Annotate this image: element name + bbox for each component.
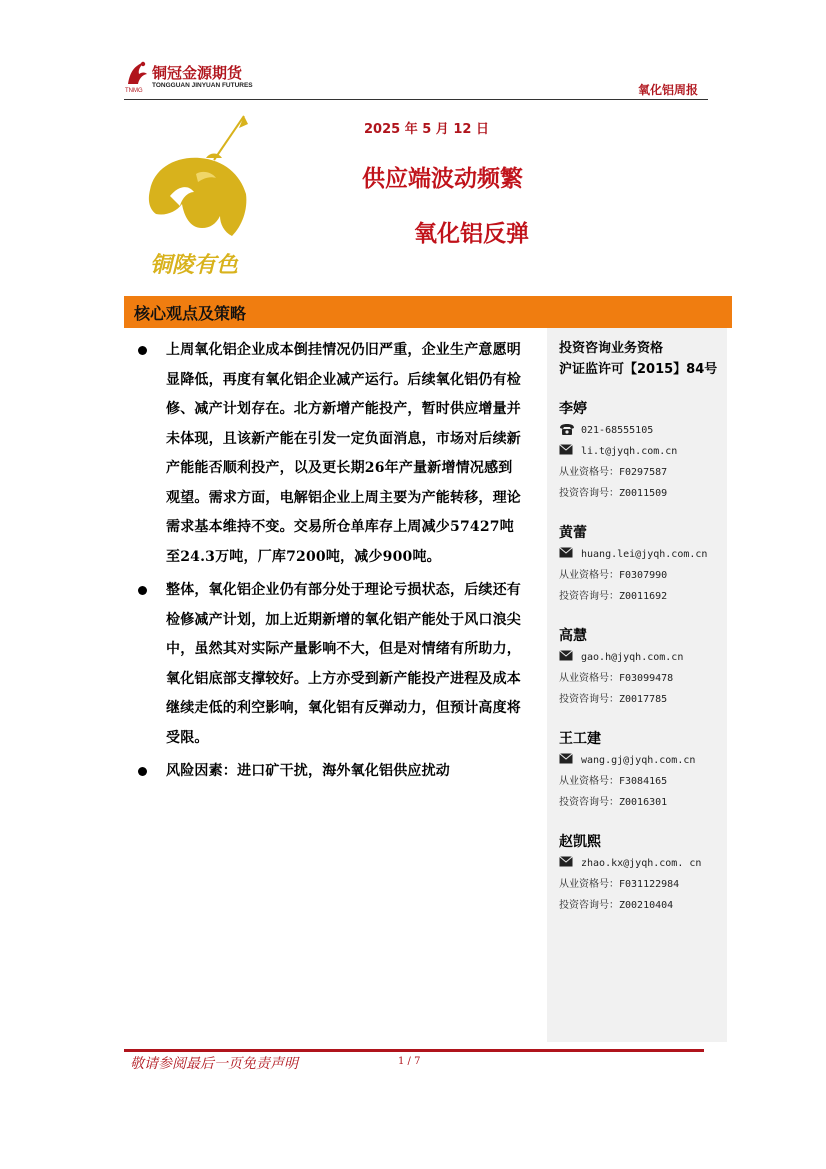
list-item [136,336,526,572]
mail-icon [559,444,573,455]
analyst-phone-row [559,420,725,441]
report-date: 2025 年 5 月 12 日 [364,122,489,137]
bullet-text: 上周氧化铝企业成本倒挂情况仍旧严重，企业生产意愿明显降低，再度有氧化铝企业减产运行。后续氧化铝仍有检修、减产计划存在。北方新增产能投产，暂时供应增量并未体现，且该新产能在引发一定负面消息，市场对后续新产能能否顺利投产，以及更长期26年产量新增情况感到观望。需求方面，电解铝企业上周主要为产能转移，理论需求基本维持不变。交易所仓单库存上周减少57427吨至24.3万吨，厂库7200吨，减少900吨。 [166,342,521,565]
analyst-name: 高慧 [559,628,587,644]
bullet-icon [138,586,147,595]
report-title-line1: 供应端波动频繁 [362,166,523,192]
bullet-text: 整体，氧化铝企业仍有部分处于理论亏损状态，后续还有检修减产计划，加上近期新增的氧化铝产能处于风口浪尖中，虽然其对实际产量影响不大，但是对情绪有所助力，氧化铝底部支撑较好。上方亦受到新产能投产进程及成本继续走低的利空影响，氧化铝有反弹动力，但预计高度将受限。 [166,582,521,746]
analyst-email[interactable]: li.t@jyqh.com.cn [581,446,678,457]
logo-english-name: TONGGUAN JINYUAN FUTURES [152,82,253,89]
analyst-qualification: 从业资格号：F0297587 [559,467,668,478]
analyst-name: 黄蕾 [559,525,587,541]
analyst-qualification: 从业资格号：F031122984 [559,879,680,890]
analyst-email[interactable]: gao.h@jyqh.com.cn [581,652,684,663]
analyst-phone: 021-68555105 [581,425,654,436]
analyst-qualification: 从业资格号：F3084165 [559,776,668,787]
emblem-illustration [136,112,266,282]
footer-divider [124,1049,704,1052]
license-line1: 投资咨询业务资格 [559,341,664,356]
analyst-qualification: 从业资格号：F03099478 [559,673,674,684]
license-info [559,338,725,380]
disclaimer-note: 敬请参阅最后一页免责声明 [130,1056,298,1072]
list-item [136,757,526,787]
analyst-advisory-number: 投资咨询号：Z0011509 [559,488,668,499]
analyst-name: 赵凯熙 [559,834,601,850]
list-item [136,576,526,753]
section-header-bar [124,296,732,328]
company-logo [124,58,264,98]
header-divider [124,99,708,100]
analyst-sidebar [547,328,727,1042]
analyst-card [559,522,725,607]
page-number: 1 / 7 [398,1056,421,1067]
bullet-text: 风险因素：进口矿干扰，海外氧化铝供应扰动 [166,763,450,779]
section-title: 核心观点及策略 [134,304,247,323]
analyst-email[interactable]: huang.lei@jyqh.com.cn [581,549,708,560]
bullet-icon [138,767,147,776]
report-title-line2: 氧化铝反弹 [414,221,529,247]
analyst-advisory-number: 投资咨询号：Z0011692 [559,591,668,602]
logo-abbreviation: TNMG [125,88,143,94]
analyst-card [559,831,725,916]
analyst-card [559,398,725,504]
mail-icon [559,856,573,867]
analyst-name: 李婷 [559,401,587,417]
logo-chinese-name: 铜冠金源期货 [152,64,243,82]
analyst-email-row [559,544,725,565]
analyst-email-row [559,441,725,462]
analyst-email-row [559,853,725,874]
mail-icon [559,650,573,661]
analyst-name: 王工建 [559,731,601,747]
analyst-qualification: 从业资格号：F0307990 [559,570,668,581]
golden-helmet-icon [136,112,266,282]
analyst-card [559,728,725,813]
analyst-advisory-number: 投资咨询号：Z0016301 [559,797,668,808]
mail-icon [559,547,573,558]
emblem-calligraphy: 铜陵有色 [150,252,239,278]
analyst-card [559,625,725,710]
phone-icon [559,423,575,436]
analyst-email[interactable]: zhao.kx@jyqh.com. cn [581,858,702,869]
license-line2: 沪证监许可【2015】84号 [559,362,718,377]
core-views-list [136,336,526,787]
mail-icon [559,753,573,764]
logo-mark-icon [124,58,150,88]
analyst-email[interactable]: wang.gj@jyqh.com.cn [581,755,696,766]
analyst-advisory-number: 投资咨询号：Z0017785 [559,694,668,705]
analyst-advisory-number: 投资咨询号：Z00210404 [559,900,674,911]
analyst-email-row [559,750,725,771]
bullet-icon [138,346,147,355]
analyst-email-row [559,647,725,668]
report-type: 氧化铝周报 [637,83,698,97]
